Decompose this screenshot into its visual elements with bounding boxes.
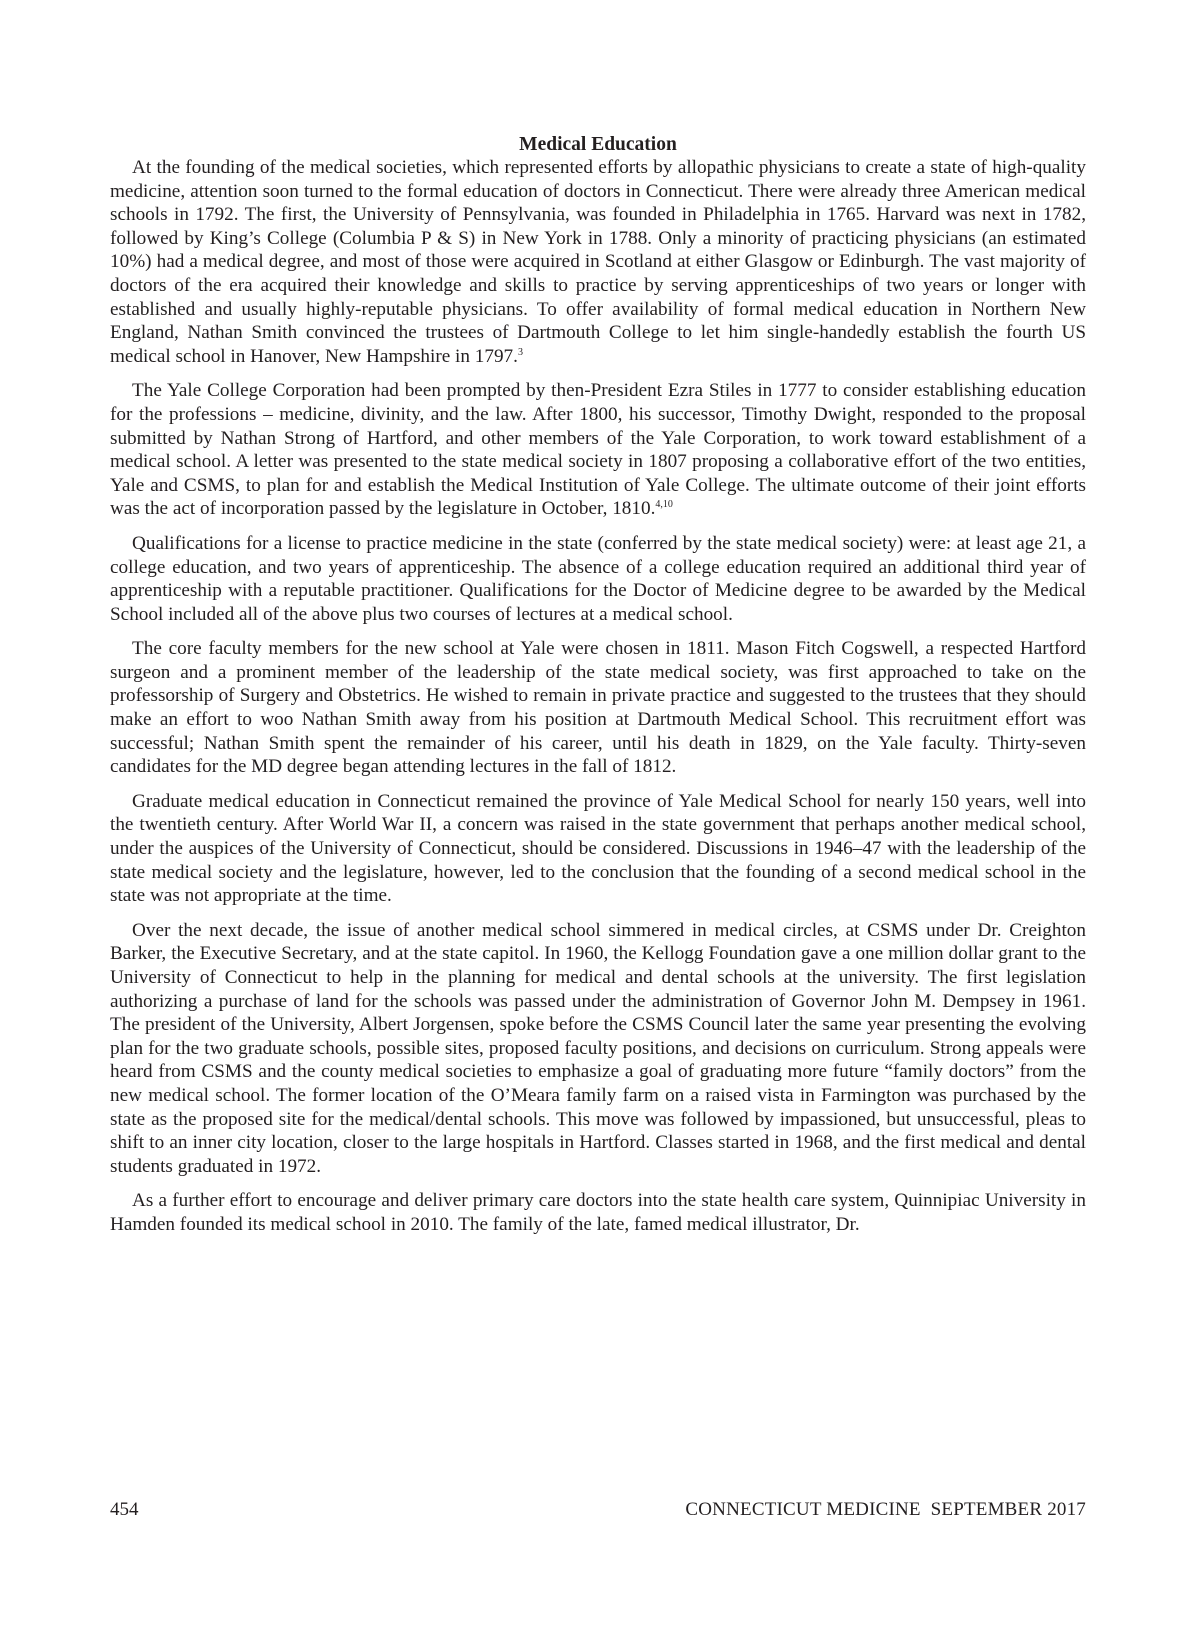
reference-marker: 4,10 (655, 499, 673, 511)
paragraph-7 (110, 1189, 1086, 1236)
paragraph-text: Over the next decade, the issue of another medical school simmered in medical circles, at CSMS under Dr. Creighton Barker, the Executive Secretary, and at the state capitol. In 1960, the Kellogg Foundation gave a one million dollar grant to the University of Connecticut to help in the planning for medical and dental schools at the university. The first legislation authorizing a purchase of land for the schools was passed under the administration of Governor John M. Dempsey in 1961. The president of the University, Albert Jorgensen, spoke before the CSMS Council later the same year presenting the evolving plan for the two graduate schools, possible sites, proposed faculty positions, and decisions on curriculum. Strong appeals were heard from CSMS and the county medical societies to emphasize a goal of graduating more future “family doctors” from the new medical school. The former location of the O’Meara family farm on a raised vista in Farmington was purchased by the state as the proposed site for the medical/dental schools. This move was followed by impassioned, but unsuccessful, pleas to shift to an inner city location, closer to the large hospitals in Hartford. Classes started in 1968, and the first medical and dental students graduated in 1972. (110, 919, 1086, 1177)
paragraph-text: As a further effort to encourage and deliver primary care doctors into the state health care system, Quinnipiac University in Hamden founded its medical school in 2010. The family of the late, famed medical illustrator, Dr. (110, 1190, 1086, 1235)
paragraph-6 (110, 919, 1086, 1179)
paragraph-text: Qualifications for a license to practice medicine in the state (conferred by the state medical society) were: at least age 21, a college education, and two years of apprenticeship. The absence of a college education required an additional third year of apprenticeship with a reputable practitioner. Qualifications for the Doctor of Medicine degree to be awarded by the Medical School included all of the above plus two courses of lectures at a medical school. (110, 532, 1086, 625)
running-footer (685, 1499, 1086, 1521)
journal-name: CONNECTICUT MEDICINE (685, 1499, 921, 1520)
paragraph-text: At the founding of the medical societies, which represented efforts by allopathic physicians to create a state of high-quality medicine, attention soon turned to the formal education of doctors in Connecticut. There were already three American medical schools in 1792. The first, the University of Pennsylvania, was founded in Philadelphia in 1765. Harvard was next in 1782, followed by King’s College (Columbia P & S) in New York in 1788. Only a minority of practicing physicians (an estimated 10%) had a medical degree, and most of those were acquired in Scotland at either Glasgow or Edinburgh. The vast majority of doctors of the era acquired their knowledge and skills to practice by serving apprenticeships of two years or longer with established and usually highly-reputable physicians. To offer availability of formal medical education in Northern New England, Nathan Smith convinced the trustees of Dartmouth College to let him single-handedly establish the fourth US medical school in Hanover, New Hampshire in 1797. (110, 157, 1086, 367)
reference-marker: 3 (517, 346, 523, 358)
paragraph-2 (110, 379, 1086, 521)
paragraph-text: The Yale College Corporation had been prompted by then-President Ezra Stiles in 1777 to consider establishing education for the professions – medicine, divinity, and the law. After 1800, his successor, Timothy Dwight, responded to the proposal submitted by Nathan Strong of Hartford, and other members of the Yale Corporation, to work toward establishment of a medical school. A letter was presented to the state medical society in 1807 proposing a collaborative effort of the two entities, Yale and CSMS, to plan for and establish the Medical Institution of Yale College. The ultimate outcome of their joint efforts was the act of incorporation passed by the legislature in October, 1810. (110, 380, 1086, 520)
paragraph-5 (110, 790, 1086, 908)
paragraph-4 (110, 637, 1086, 779)
paragraph-3 (110, 532, 1086, 626)
paragraph-text: The core faculty members for the new school at Yale were chosen in 1811. Mason Fitch Cogswell, a respected Hartford surgeon and a prominent member of the leadership of the state medical society, was first approached to take on the professorship of Surgery and Obstetrics. He wished to remain in private practice and suggested to the trustees that they should make an effort to woo Nathan Smith away from his position at Dartmouth Medical School. This recruitment effort was successful; Nathan Smith spent the remainder of his career, until his death in 1829, on the Yale faculty. Thirty-seven candidates for the MD degree began attending lectures in the fall of 1812. (110, 638, 1086, 778)
page-number: 454 (110, 1499, 139, 1520)
section-heading: Medical Education (519, 134, 677, 155)
issue-date: SEPTEMBER 2017 (930, 1499, 1086, 1520)
paragraph-text: Graduate medical education in Connecticut remained the province of Yale Medical School for nearly 150 years, well into the twentieth century. After World War II, a concern was raised in the state government that perhaps another medical school, under the auspices of the University of Connecticut, should be considered. Discussions in 1946–47 with the leadership of the state medical society and the legislature, however, led to the conclusion that the founding of a second medical school in the state was not appropriate at the time. (110, 790, 1086, 907)
paragraph-1 (110, 156, 1086, 368)
article-body (110, 133, 1086, 1248)
